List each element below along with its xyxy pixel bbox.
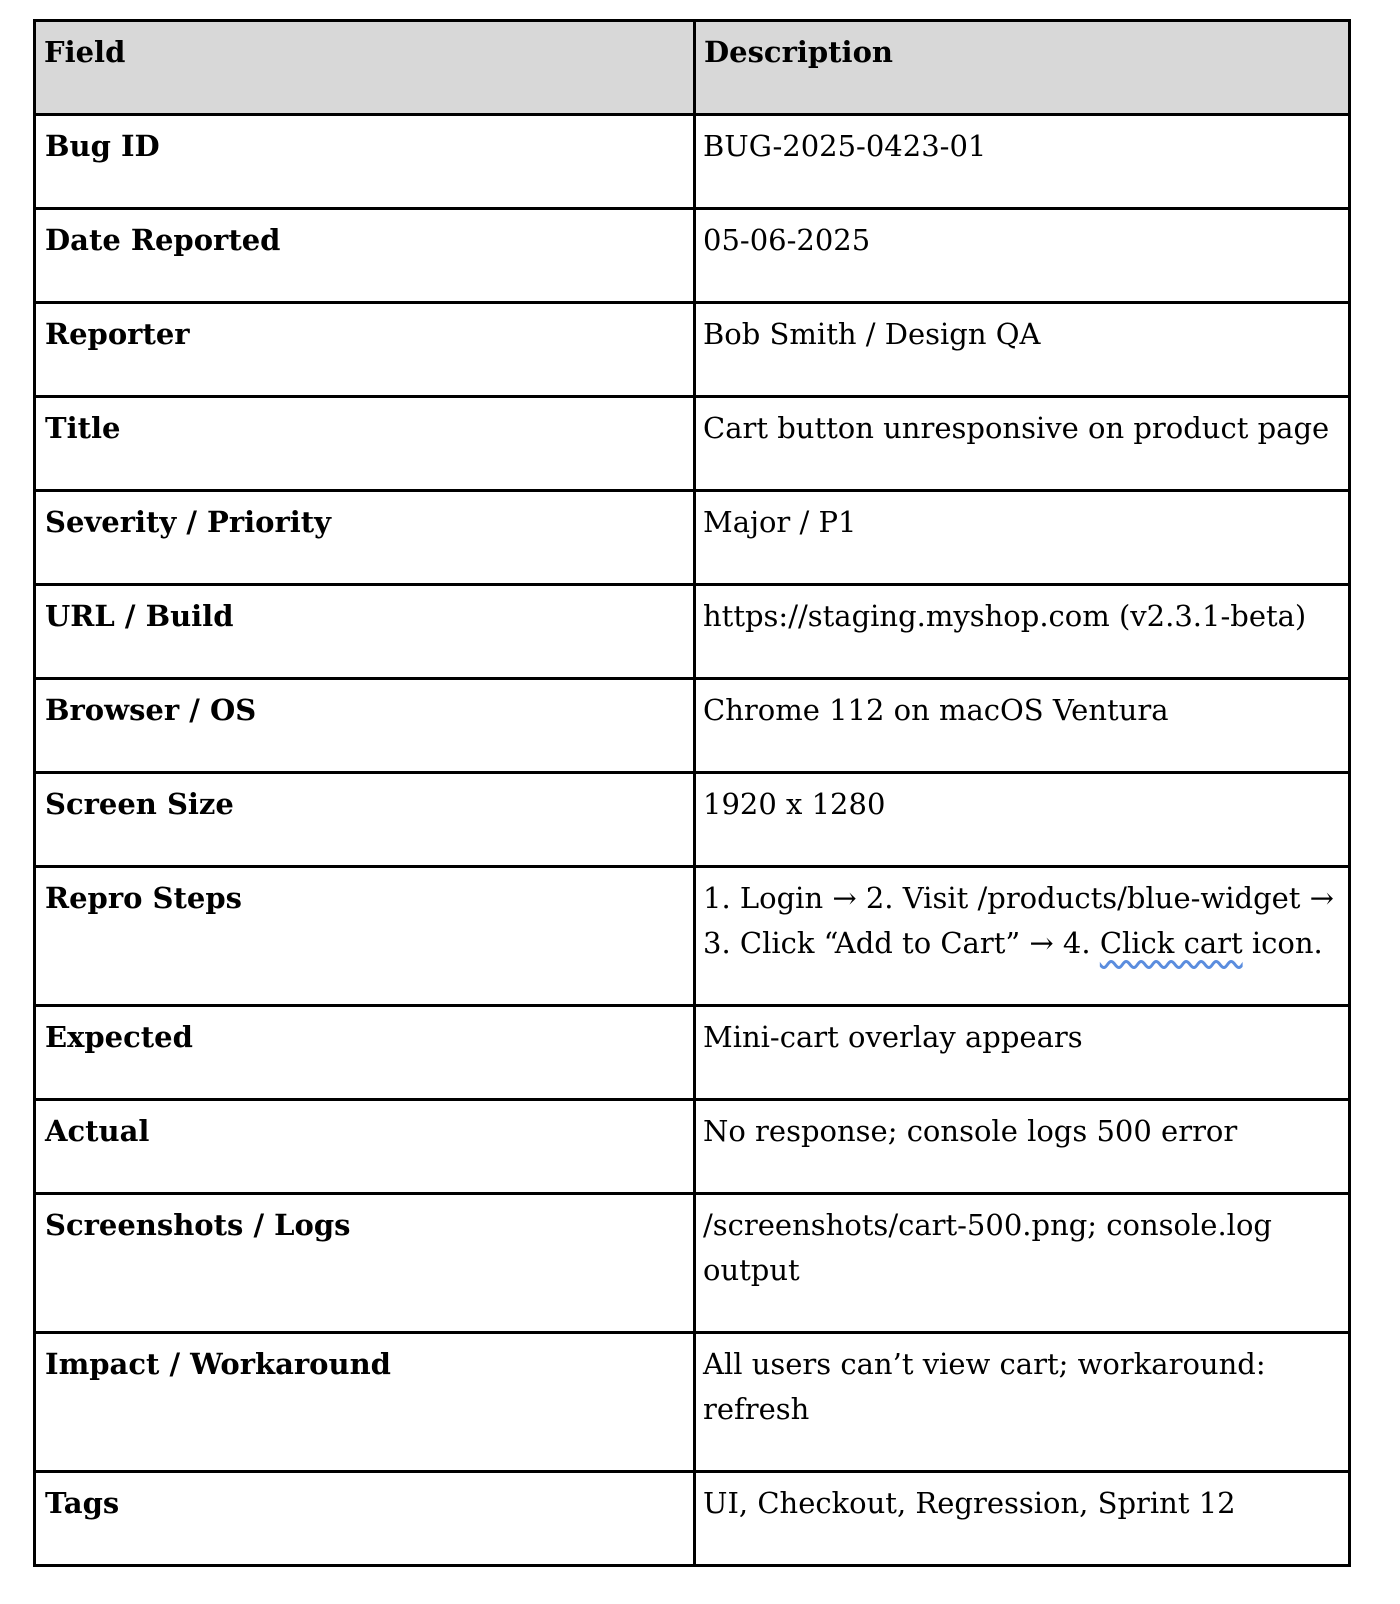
field-cell: Title <box>35 397 695 491</box>
description-cell: Chrome 112 on macOS Ventura <box>695 679 1350 773</box>
field-cell: Bug ID <box>35 115 695 209</box>
field-cell: Impact / Workaround <box>35 1333 695 1472</box>
column-header-field: Field <box>35 21 695 115</box>
table-row <box>35 1194 1350 1333</box>
table-row <box>35 1006 1350 1100</box>
description-cell: 05-06-2025 <box>695 209 1350 303</box>
field-cell: Screen Size <box>35 773 695 867</box>
table-row <box>35 585 1350 679</box>
column-header-description: Description <box>695 21 1350 115</box>
description-cell: /screenshots/cart-500.png; console.log output <box>695 1194 1350 1333</box>
table-row <box>35 1472 1350 1566</box>
table-row <box>35 1333 1350 1472</box>
description-cell: BUG-2025-0423-01 <box>695 115 1350 209</box>
table-row <box>35 491 1350 585</box>
field-cell: URL / Build <box>35 585 695 679</box>
field-cell: Expected <box>35 1006 695 1100</box>
table-row <box>35 867 1350 1006</box>
field-cell: Tags <box>35 1472 695 1566</box>
description-cell: No response; console logs 500 error <box>695 1100 1350 1194</box>
field-cell: Reporter <box>35 303 695 397</box>
bug-report-table <box>33 19 1351 1567</box>
spellcheck-underlined-text: Click cart <box>1099 926 1243 960</box>
field-cell: Screenshots / Logs <box>35 1194 695 1333</box>
table-row <box>35 679 1350 773</box>
description-cell: https://staging.myshop.com (v2.3.1-beta) <box>695 585 1350 679</box>
table-row <box>35 397 1350 491</box>
description-cell: Bob Smith / Design QA <box>695 303 1350 397</box>
field-cell: Date Reported <box>35 209 695 303</box>
description-cell: All users can’t view cart; workaround: refresh <box>695 1333 1350 1472</box>
description-text: 1. Login → 2. Visit /products/blue-widget → 3. Click “Add to Cart” → 4. <box>703 881 1334 960</box>
table-row <box>35 1100 1350 1194</box>
description-cell: Mini-cart overlay appears <box>695 1006 1350 1100</box>
table-row <box>35 773 1350 867</box>
header-row <box>35 21 1350 115</box>
description-cell: Cart button unresponsive on product page <box>695 397 1350 491</box>
description-text: icon. <box>1242 926 1323 960</box>
field-cell: Severity / Priority <box>35 491 695 585</box>
field-cell: Repro Steps <box>35 867 695 1006</box>
table-row <box>35 209 1350 303</box>
field-cell: Browser / OS <box>35 679 695 773</box>
description-cell: Major / P1 <box>695 491 1350 585</box>
table-body <box>35 115 1350 1566</box>
table-row <box>35 115 1350 209</box>
description-cell <box>695 867 1350 1006</box>
description-cell: 1920 x 1280 <box>695 773 1350 867</box>
field-cell: Actual <box>35 1100 695 1194</box>
table-row <box>35 303 1350 397</box>
description-cell: UI, Checkout, Regression, Sprint 12 <box>695 1472 1350 1566</box>
